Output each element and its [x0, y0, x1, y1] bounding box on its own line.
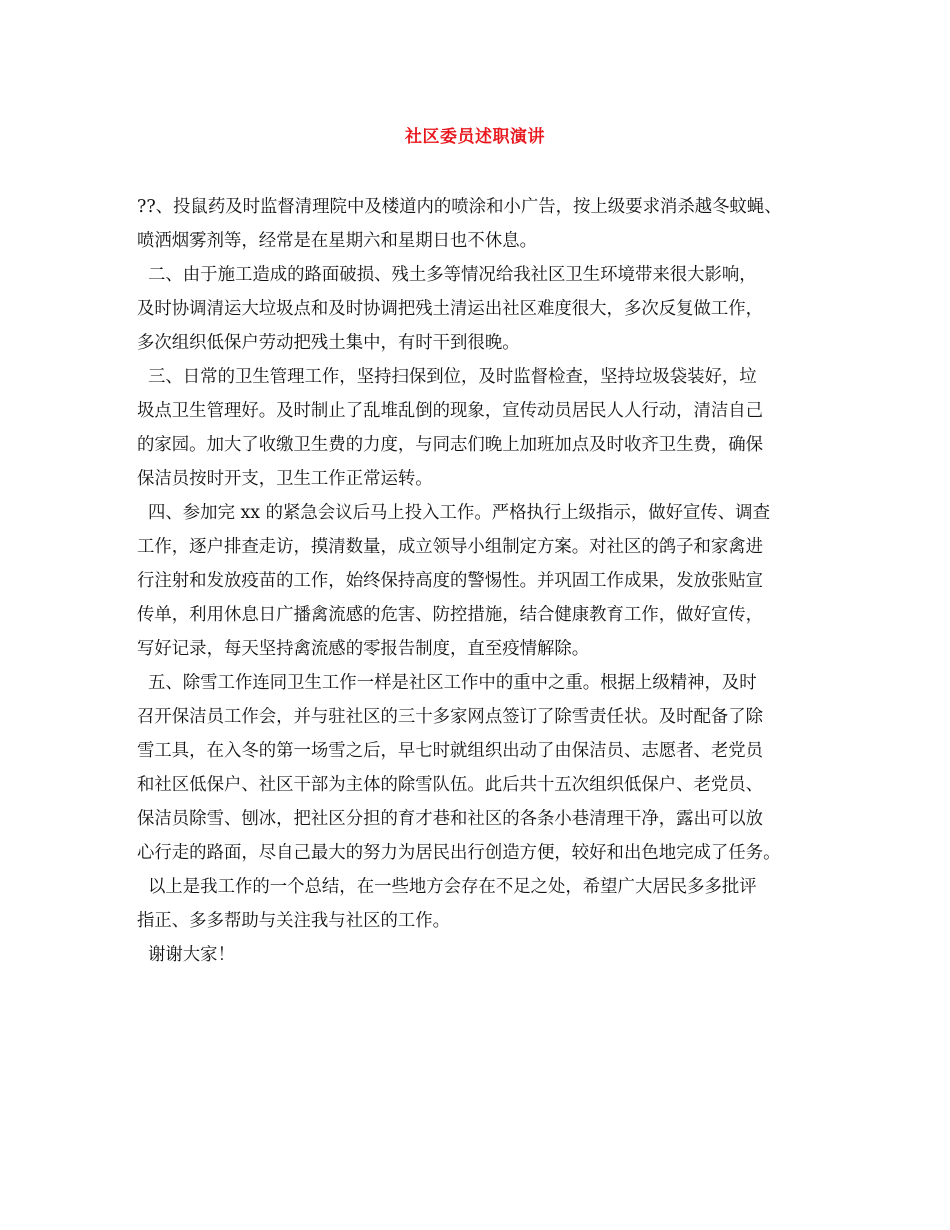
paragraph-line: 五、除雪工作连同卫生工作一样是社区工作中的重中之重。根据上级精神，及时 [148, 673, 757, 693]
paragraph-line: 喷洒烟雾剂等，经常是在星期六和星期日也不休息。 [137, 231, 537, 251]
paragraph-line: 雪工具，在入冬的第一场雪之后，早七时就组织出动了由保洁员、志愿者、老党员 [137, 741, 764, 761]
paragraph-line: ??、投鼠药及时监督清理院中及楼道内的喷涂和小广告，按上级要求消杀越冬蚊蝇、 [137, 197, 782, 217]
paragraph-line: 指正、多多帮助与关注我与社区的工作。 [137, 911, 451, 931]
paragraph-line: 召开保洁员工作会，并与驻社区的三十多家网点签订了除雪责任状。及时配备了除 [137, 707, 764, 727]
paragraph-line: 二、由于施工造成的路面破损、残土多等情况给我社区卫生环境带来很大影响， [148, 265, 757, 285]
paragraph-line: 行注射和发放疫苗的工作，始终保持高度的警惕性。并巩固工作成果，发放张贴宣 [137, 571, 764, 591]
paragraph-line: 以上是我工作的一个总结，在一些地方会存在不足之处，希望广大居民多多批评 [148, 877, 757, 897]
paragraph-line: 圾点卫生管理好。及时制止了乱堆乱倒的现象，宣传动员居民人人行动，清洁自己 [137, 401, 764, 421]
paragraph-line: 写好记录，每天坚持禽流感的零报告制度，直至疫情解除。 [137, 639, 590, 659]
paragraph-line: 谢谢大家！ [148, 945, 235, 965]
paragraph-line: 四、参加完 xx 的紧急会议后马上投入工作。严格执行上级指示，做好宣传、调查 [148, 503, 770, 523]
paragraph-line: 和社区低保户、社区干部为主体的除雪队伍。此后共十五次组织低保户、老党员、 [137, 775, 764, 795]
paragraph-line: 三、日常的卫生管理工作，坚持扫保到位，及时监督检查，坚持垃圾袋装好，垃 [148, 367, 757, 387]
paragraph-line: 保洁员按时开支，卫生工作正常运转。 [137, 469, 433, 489]
paragraph-line: 心行走的路面，尽自己最大的努力为居民出行创造方便，较好和出色地完成了任务。 [137, 843, 781, 863]
paragraph-line: 多次组织低保户劳动把残土集中，有时干到很晚。 [137, 333, 520, 353]
paragraph-line: 及时协调清运大垃圾点和及时协调把残土清运出社区难度很大，多次反复做工作， [137, 299, 764, 319]
paragraph-line: 的家园。加大了收缴卫生费的力度，与同志们晚上加班加点及时收齐卫生费，确保 [137, 435, 764, 455]
document-title: 社区委员述职演讲 [405, 127, 545, 147]
paragraph-line: 工作，逐户排查走访，摸清数量，成立领导小组制定方案。对社区的鸽子和家禽进 [137, 537, 764, 557]
paragraph-line: 保洁员除雪、刨冰，把社区分担的育才巷和社区的各条小巷清理干净，露出可以放 [137, 809, 764, 829]
paragraph-line: 传单，利用休息日广播禽流感的危害、防控措施，结合健康教育工作，做好宣传， [137, 605, 764, 625]
